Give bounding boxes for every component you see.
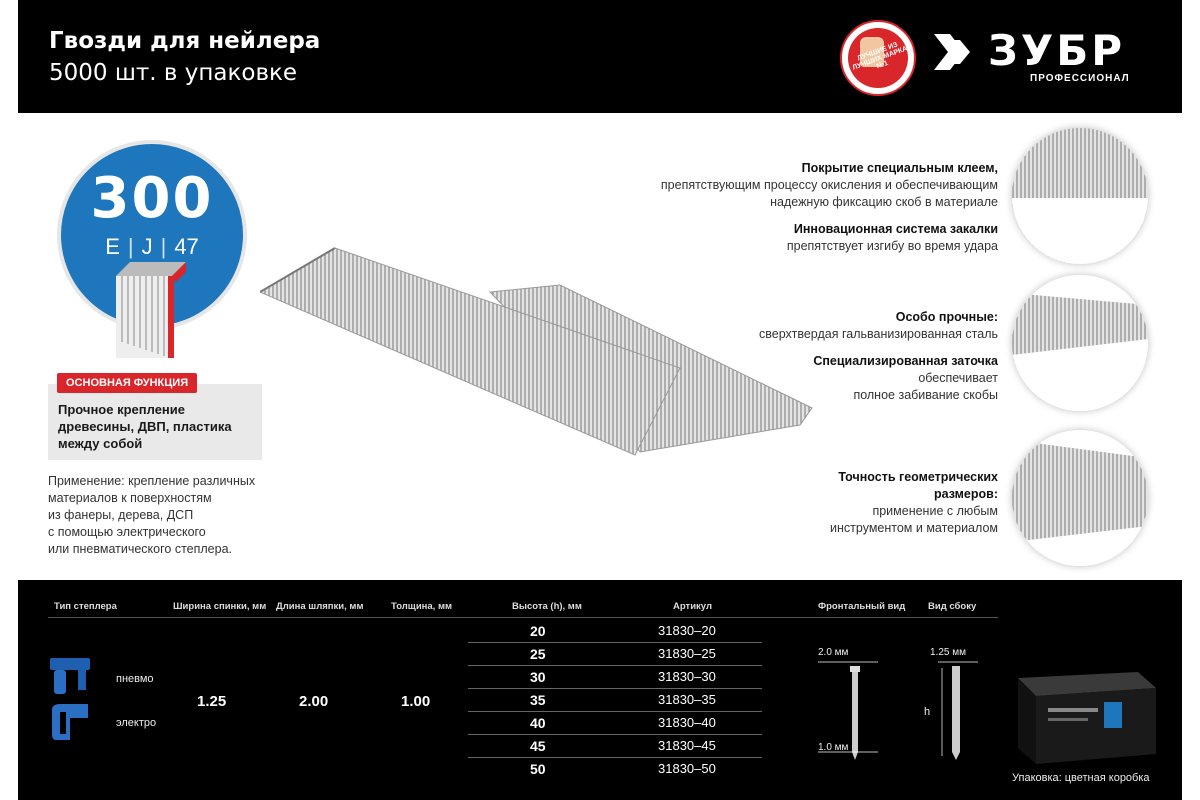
- badge-number: 300: [90, 166, 214, 231]
- package-box-image: [1008, 668, 1158, 768]
- col-height: Высота (h), мм: [512, 601, 582, 612]
- feature-strength: Особо прочные: сверхтвердая гальванизированная сталь: [759, 310, 998, 341]
- zoom-glue-image: [1012, 128, 1148, 264]
- zoom-strength-image: [1012, 275, 1148, 411]
- feature-hardening: Инновационная система закалки препятствует изгибу во время удара: [786, 222, 998, 253]
- zoom-geometry-image: [1012, 430, 1148, 566]
- spec-table: [18, 580, 1182, 800]
- side-view-diagram: [928, 656, 988, 766]
- package-caption: Упаковка: цветная коробка: [1012, 772, 1150, 784]
- main-function-box: [48, 384, 262, 460]
- feature-sharpening: Специализированная заточка обеспечивает полное забивание скобы: [813, 354, 998, 402]
- col-stapler-type: Тип степлера: [54, 601, 117, 612]
- thickness-value: 1.00: [401, 693, 431, 710]
- table-row: 40 31830–40: [468, 712, 762, 735]
- col-width: Ширина спинки, мм: [173, 601, 267, 612]
- col-thickness: Толщина, мм: [391, 601, 453, 612]
- width-value: 1.25: [197, 693, 227, 710]
- table-row: 50 31830–50: [530, 761, 716, 777]
- front-bottom-dimension: 1.0 мм: [818, 742, 849, 753]
- stapler-type-electro: электро: [116, 717, 157, 729]
- brand-logo: ЗУБР: [988, 26, 1126, 75]
- head-length-value: 2.00: [299, 693, 329, 710]
- brand-logo-icon: [934, 34, 978, 70]
- stapler-type-pneumo: пневмо: [116, 673, 154, 685]
- feature-glue: Покрытие специальным клеем, препятствующим процессу окисления и обеспечивающим надежную фиксацию скоб в материале: [660, 161, 998, 209]
- page-subtitle: 5000 шт. в упаковке: [49, 60, 298, 86]
- table-row: 30 31830–30: [468, 666, 762, 689]
- badge-codes: E | J | 47: [105, 234, 199, 259]
- best-brand-badge: ЛУЧШИЕ ИЗ ЛУЧШИХ МАРКА №1: [840, 20, 916, 96]
- nail-strip-icon: [116, 262, 186, 358]
- table-row: 45 31830–45: [468, 735, 762, 758]
- pneumatic-stapler-icon: [48, 654, 92, 698]
- electric-stapler-icon: [48, 700, 92, 744]
- application-text: Применение: крепление различных материалов к поверхностям из фанеры, дерева, ДСП с помощью электрического или пневматического степлера.: [48, 474, 256, 556]
- table-row: 35 31830–35: [468, 689, 762, 712]
- table-row: 25 31830–25: [468, 643, 762, 666]
- front-view-diagram: [818, 656, 888, 766]
- table-row: 20 31830–20: [468, 620, 762, 643]
- col-head-length: Длина шляпки, мм: [276, 601, 364, 612]
- main-function-tag: ОСНОВНАЯ ФУНКЦИЯ: [57, 373, 197, 393]
- brand-subtitle: ПРОФЕССИОНАЛ: [1030, 73, 1130, 84]
- side-height-label: h: [924, 706, 931, 718]
- header-bar: [18, 0, 1182, 113]
- col-side-view: Вид сбоку: [928, 601, 977, 612]
- col-article: Артикул: [673, 601, 712, 612]
- front-top-dimension: 2.0 мм: [818, 647, 849, 658]
- main-function-text: Прочное крепление древесины, ДВП, пластика между собой: [58, 402, 232, 451]
- page-title: Гвозди для нейлера: [49, 28, 321, 54]
- feature-geometry: Точность геометрических размеров: применение с любым инструментом и материалом: [830, 470, 998, 535]
- side-top-dimension: 1.25 мм: [930, 647, 966, 658]
- col-front-view: Фронтальный вид: [818, 601, 906, 612]
